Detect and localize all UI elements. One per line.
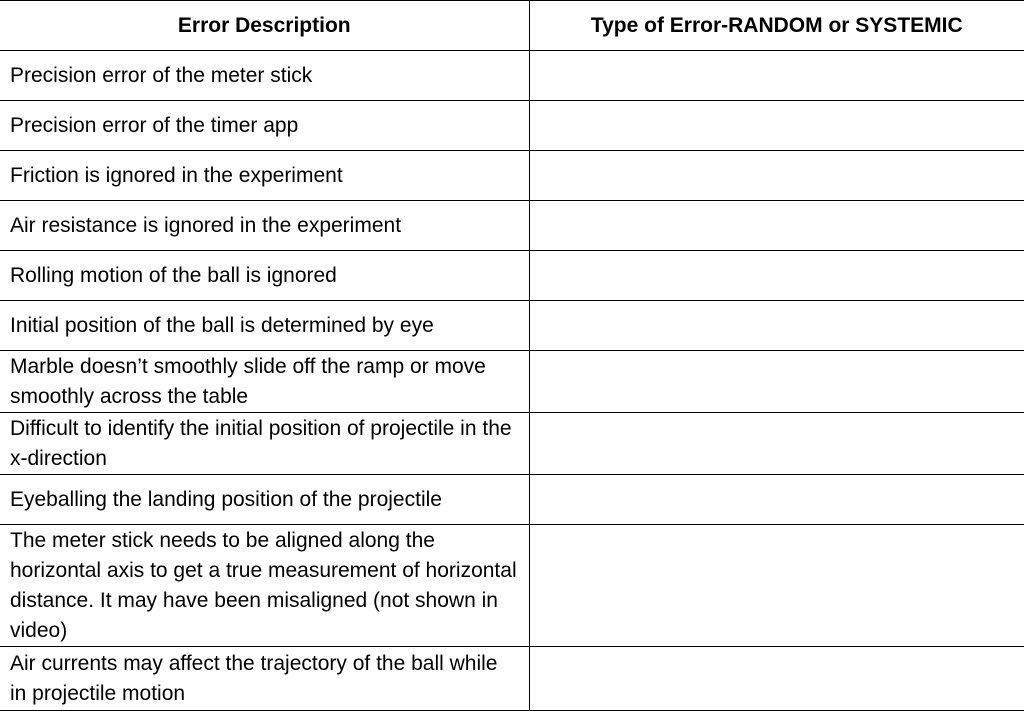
error-description-cell: Rolling motion of the ball is ignored — [0, 251, 529, 301]
table-row — [0, 101, 1024, 151]
header-type-of-error: Type of Error-RANDOM or SYSTEMIC — [529, 1, 1024, 51]
error-description-cell: Air currents may affect the trajectory of the ball while in projectile motion — [0, 647, 529, 711]
error-description-cell: Air resistance is ignored in the experiment — [0, 201, 529, 251]
table-row — [0, 301, 1024, 351]
table-header-row — [0, 1, 1024, 51]
table-row — [0, 151, 1024, 201]
table-row — [0, 201, 1024, 251]
header-error-description: Error Description — [0, 1, 529, 51]
table-row — [0, 251, 1024, 301]
error-type-cell[interactable] — [529, 351, 1024, 413]
error-description-cell: Marble doesn’t smoothly slide off the ramp or move smoothly across the table — [0, 351, 529, 413]
error-description-cell: The meter stick needs to be aligned along the horizontal axis to get a true measurement of horizontal distance. It may have been misaligned (not shown in video) — [0, 525, 529, 647]
error-type-cell[interactable] — [529, 251, 1024, 301]
error-description-cell: Initial position of the ball is determined by eye — [0, 301, 529, 351]
error-type-cell[interactable] — [529, 647, 1024, 711]
error-description-cell: Precision error of the timer app — [0, 101, 529, 151]
error-type-cell[interactable] — [529, 151, 1024, 201]
table-row — [0, 413, 1024, 475]
error-description-cell: Friction is ignored in the experiment — [0, 151, 529, 201]
table-row — [0, 351, 1024, 413]
error-description-cell: Precision error of the meter stick — [0, 51, 529, 101]
error-type-cell[interactable] — [529, 101, 1024, 151]
error-type-cell[interactable] — [529, 301, 1024, 351]
error-type-cell[interactable] — [529, 51, 1024, 101]
table-row — [0, 525, 1024, 647]
table-row — [0, 51, 1024, 101]
error-type-cell[interactable] — [529, 475, 1024, 525]
table-row — [0, 475, 1024, 525]
error-type-cell[interactable] — [529, 413, 1024, 475]
error-type-cell[interactable] — [529, 525, 1024, 647]
error-type-cell[interactable] — [529, 201, 1024, 251]
error-description-cell: Eyeballing the landing position of the projectile — [0, 475, 529, 525]
table-row — [0, 647, 1024, 711]
error-description-cell: Difficult to identify the initial position of projectile in the x-direction — [0, 413, 529, 475]
